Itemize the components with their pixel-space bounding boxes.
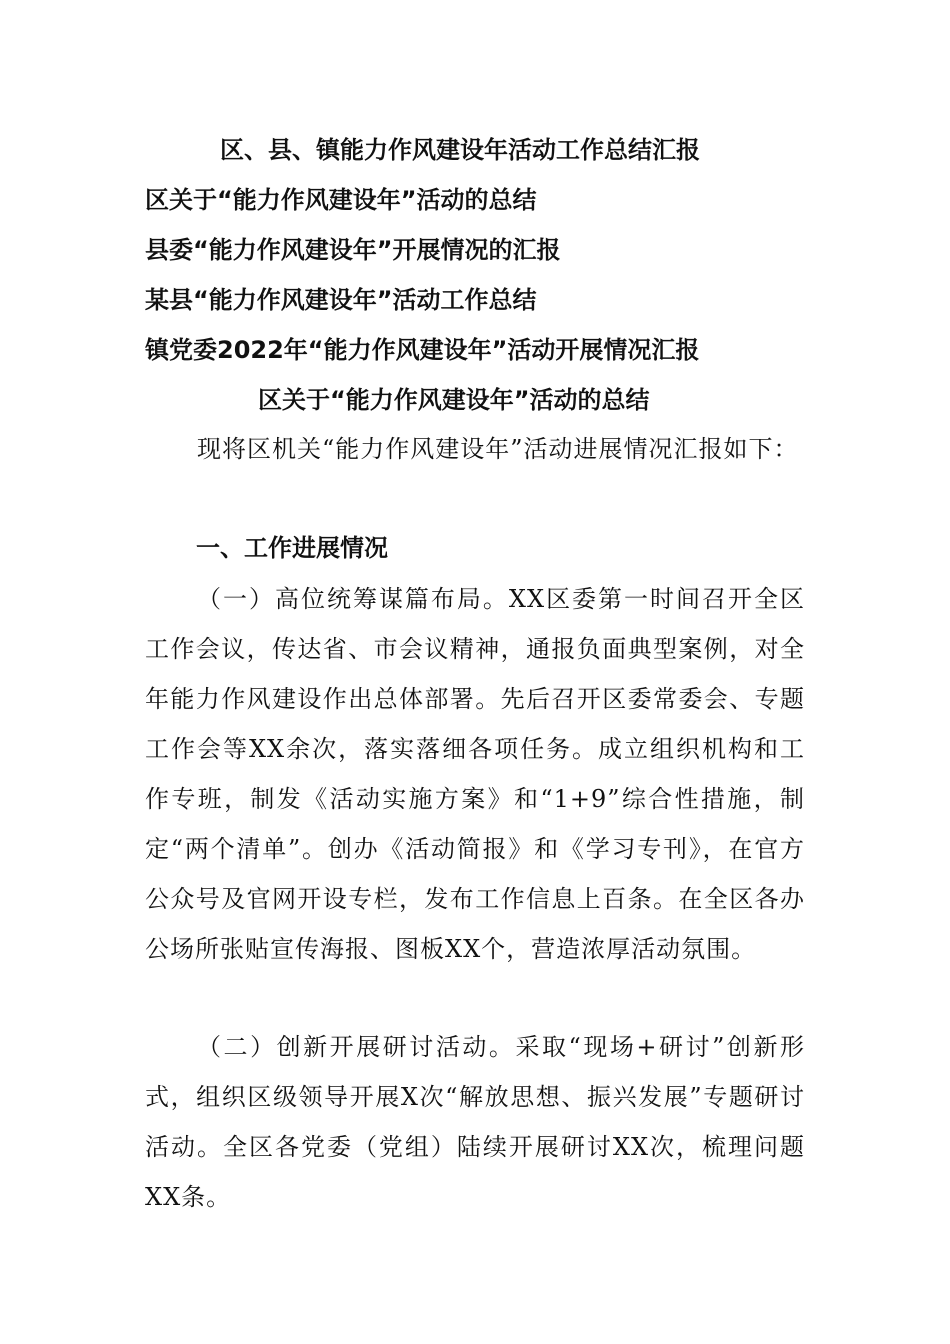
intro-paragraph: 现将区机关“能力作风建设年”活动进展情况汇报如下： [197,435,799,463]
section-heading: 一、工作进展情况 [196,534,388,562]
toc-item: 某县“能力作风建设年”活动工作总结 [145,286,537,314]
section-title: 区关于“能力作风建设年”活动的总结 [258,386,650,414]
body-paragraph: （一）高位统筹谋篇布局。XX区委第一时间召开全区工作会议，传达省、市会议精神，通报负面典型案例，对全年能力作风建设作出总体部署。先后召开区委常委会、专题工作会等XX余次，落实落细各项任务。成立组织机构和工作专班，制发《活动实施方案》和“1+9”综合性措施，制定“两个清单”。创办《活动简报》和《学习专刊》，在官方公众号及官网开设专栏，发布工作信息上百条。在全区各办公场所张贴宣传海报、图板XX个，营造浓厚活动氛围。 [145,585,805,963]
body-paragraph: （二）创新开展研讨活动。采取“现场+研讨”创新形式，组织区级领导开展X次“解放思想、振兴发展”专题研讨活动。全区各党委（党组）陆续开展研讨XX次，梳理问题XX条。 [145,1033,805,1211]
toc-item: 镇党委2022年“能力作风建设年”活动开展情况汇报 [145,336,700,364]
toc-item: 县委“能力作风建设年”开展情况的汇报 [145,236,561,264]
toc-item: 区关于“能力作风建设年”活动的总结 [145,186,537,214]
document-title: 区、县、镇能力作风建设年活动工作总结汇报 [220,136,700,164]
